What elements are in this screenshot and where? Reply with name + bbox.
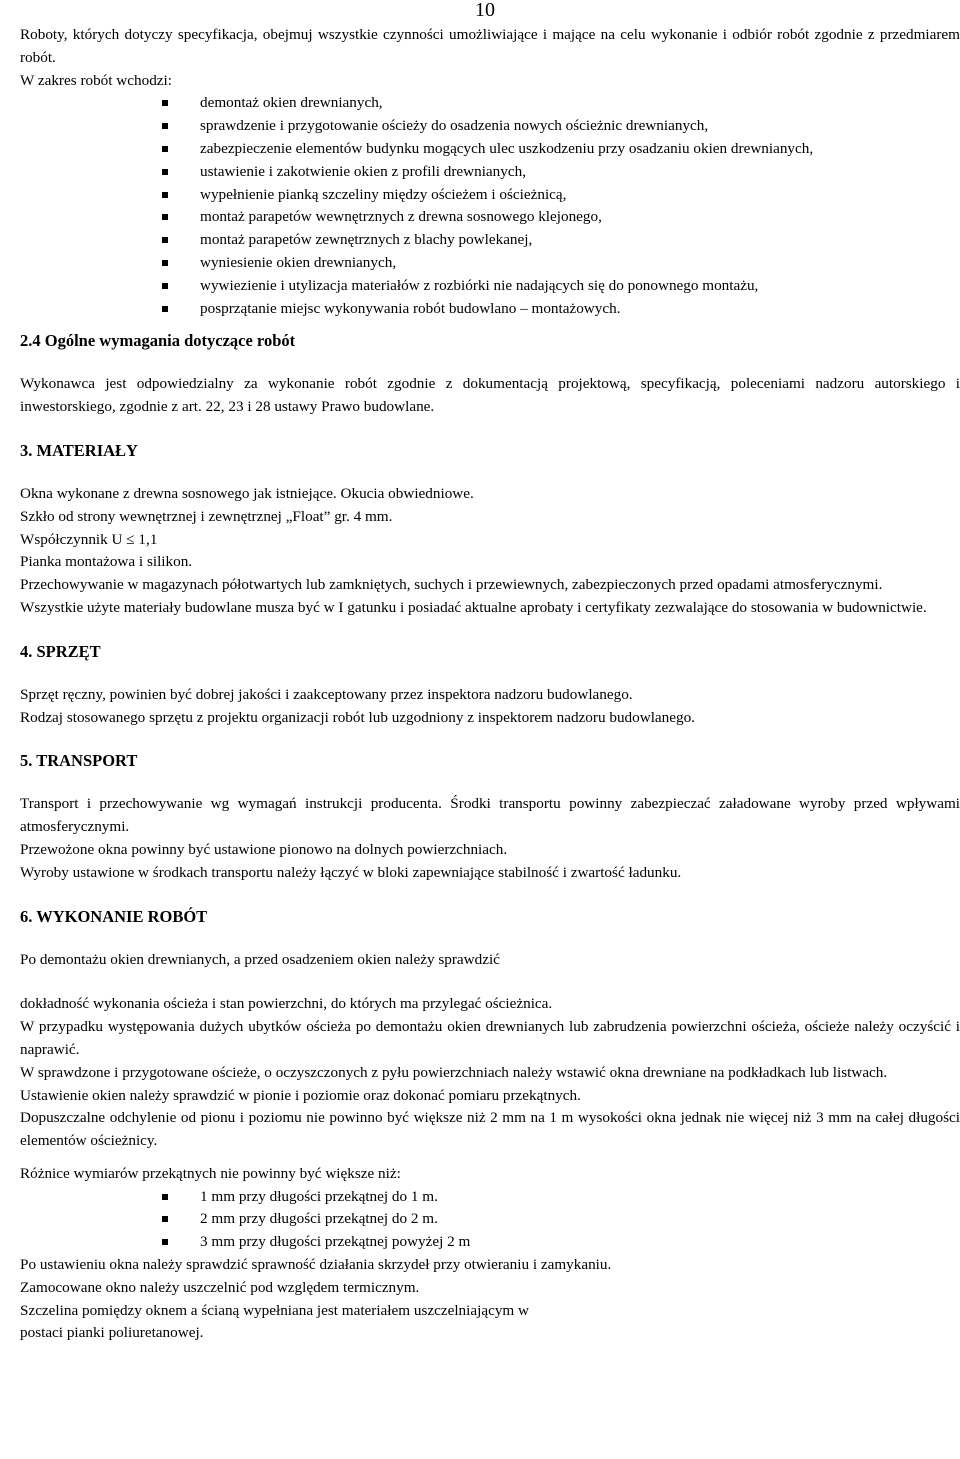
equipment-line: Rodzaj stosowanego sprzętu z projektu organizacji robót lub uzgodniony z inspektorem nadzoru budowlanego.: [20, 708, 695, 726]
materials-line: Wszystkie użyte materiały budowlane musza być w I gatunku i posiadać aktualne aprobaty i certyfikaty zezwalające do stosowania w budownictwie.: [20, 598, 927, 616]
execution-line: Ustawienie okien należy sprawdzić w pionie i poziomie oraz dokonać pomiaru przekątnych.: [20, 1086, 581, 1104]
bullet-icon: [162, 1194, 168, 1200]
bullet-icon: [162, 306, 168, 312]
document-body: [20, 24, 960, 1345]
section-heading-materials: 3. MATERIAŁY: [20, 440, 138, 460]
list-item: montaż parapetów wewnętrznych z drewna sosnowego klejonego,: [200, 206, 960, 229]
materials-line: Okna wykonane z drewna sosnowego jak istniejące. Okucia obwiedniowe.: [20, 484, 474, 502]
list-item: ustawienie i zakotwienie okien z profili drewnianych,: [200, 161, 960, 184]
bullet-icon: [162, 123, 168, 129]
scope-list: [20, 92, 960, 320]
transport-line: Przewożone okna powinny być ustawione pionowo na dolnych powierzchniach.: [20, 840, 508, 858]
general-requirements-text: Wykonawca jest odpowiedzialny za wykonanie robót zgodnie z dokumentacją projektową, specyfikacją, poleceniami nadzoru autorskiego i inwestorskiego, zgodnie z art. 22, 23 i 28 ustawy Prawo budowlane.: [20, 375, 960, 416]
closing-line: Szczelina pomiędzy oknem a ścianą wypełniana jest materiałem uszczelniającym w: [20, 1301, 529, 1319]
list-item: posprzątanie miejsc wykonywania robót budowlano – montażowych.: [200, 298, 960, 321]
section-heading-execution: 6. WYKONANIE ROBÓT: [20, 906, 208, 926]
execution-line: dokładność wykonania ościeża i stan powierzchni, do których ma przylegać ościeżnica.: [20, 995, 553, 1013]
list-item: 3 mm przy długości przekątnej powyżej 2 m: [200, 1231, 960, 1254]
materials-line: Przechowywanie w magazynach półotwartych lub zamkniętych, suchych i przewiewnych, zabezpieczonych przed opadami atmosferycznymi.: [20, 576, 883, 594]
execution-line: W przypadku występowania dużych ubytków ościeża po demontażu okien drewnianych lub zabrudzenia powierzchni ościeża, ościeże należy oczyścić i naprawić.: [20, 1018, 960, 1058]
list-item: wywiezienie i utylizacja materiałów z rozbiórki nie nadających się do ponownego montażu,: [200, 275, 960, 298]
materials-line: Współczynnik U ≤ 1,1: [20, 530, 158, 548]
transport-line: Wyroby ustawione w środkach transportu należy łączyć w bloki zapewniające stabilność i zwartość ładunku.: [20, 863, 682, 881]
transport-line: Transport i przechowywanie wg wymagań instrukcji producenta. Środki transportu powinny zabezpieczać załadowane wyroby przed wpływami atmosferycznymi.: [20, 795, 960, 836]
list-item: demontaż okien drewnianych,: [200, 92, 960, 115]
bullet-icon: [162, 100, 168, 106]
list-item: 1 mm przy długości przekątnej do 1 m.: [200, 1186, 960, 1209]
equipment-line: Sprzęt ręczny, powinien być dobrej jakości i zaakceptowany przez inspektora nadzoru budowlanego.: [20, 685, 633, 703]
materials-line: Pianka montażowa i silikon.: [20, 553, 193, 571]
list-item: zabezpieczenie elementów budynku mogących ulec uszkodzeniu przy osadzaniu okien drewnianych,: [200, 138, 960, 161]
intro-paragraph: Roboty, których dotyczy specyfikacja, obejmuj wszystkie czynności umożliwiające i mające na celu wykonanie i odbiór robót zgodnie z przedmiarem robót.: [20, 26, 960, 66]
section-heading-general-requirements: 2.4 Ogólne wymagania dotyczące robót: [20, 331, 296, 351]
bullet-icon: [162, 1239, 168, 1245]
diagonals-intro: Różnice wymiarów przekątnych nie powinny być większe niż:: [20, 1164, 401, 1182]
bullet-icon: [162, 1216, 168, 1222]
closing-line: Zamocowane okno należy uszczelnić pod względem termicznym.: [20, 1278, 420, 1296]
section-heading-equipment: 4. SPRZĘT: [20, 641, 101, 661]
execution-line: Dopuszczalne odchylenie od pionu i poziomu nie powinno być większe niż 2 mm na 1 m wysokości okna jednak nie więcej niż 3 mm na całej długości elementów ościeżnicy.: [20, 1109, 960, 1150]
closing-line: Po ustawieniu okna należy sprawdzić sprawność działania skrzydeł przy otwieraniu i zamykaniu.: [20, 1256, 612, 1274]
list-item: montaż parapetów zewnętrznych z blachy powlekanej,: [200, 229, 960, 252]
execution-intro: Po demontażu okien drewnianych, a przed osadzeniem okien należy sprawdzić: [20, 950, 500, 968]
bullet-icon: [162, 146, 168, 152]
materials-line: Szkło od strony wewnętrznej i zewnętrznej „Float” gr. 4 mm.: [20, 507, 393, 525]
bullet-icon: [162, 237, 168, 243]
bullet-icon: [162, 283, 168, 289]
scope-intro: W zakres robót wchodzi:: [20, 71, 172, 89]
list-item: 2 mm przy długości przekątnej do 2 m.: [200, 1208, 960, 1231]
list-item: wyniesienie okien drewnianych,: [200, 252, 960, 275]
list-item: sprawdzenie i przygotowanie ościeży do osadzenia nowych ościeżnic drewnianych,: [200, 115, 960, 138]
closing-line: postaci pianki poliuretanowej.: [20, 1324, 204, 1342]
bullet-icon: [162, 260, 168, 266]
bullet-icon: [162, 214, 168, 220]
execution-line: W sprawdzone i przygotowane ościeże, o oczyszczonych z pyłu powierzchniach należy wstawić okna drewniane na podkładkach lub listwach.: [20, 1063, 888, 1081]
diagonals-list: [20, 1186, 960, 1254]
list-item: wypełnienie pianką szczeliny między ościeżem i ościeżnicą,: [200, 184, 960, 207]
bullet-icon: [162, 169, 168, 175]
page-number: 10: [475, 0, 495, 21]
bullet-icon: [162, 192, 168, 198]
section-heading-transport: 5. TRANSPORT: [20, 751, 138, 771]
